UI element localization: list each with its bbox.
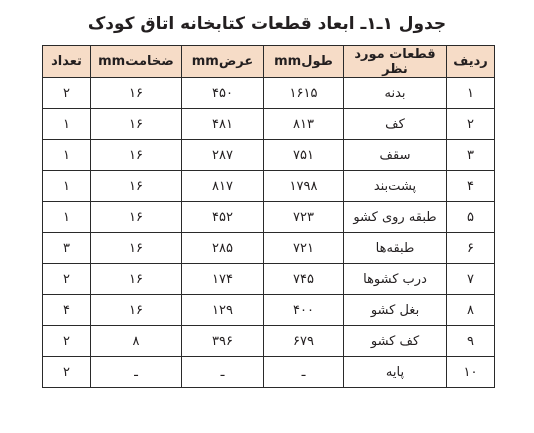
cell-count: ۳ xyxy=(43,233,91,264)
table-header-row xyxy=(43,46,495,78)
cell-count: ۱ xyxy=(43,109,91,140)
table-row xyxy=(43,295,495,326)
cell-row-number: ۱ xyxy=(447,78,495,109)
cell-part-name: بغل کشو xyxy=(344,295,447,326)
cell-width: ۱۷۴ xyxy=(182,264,264,295)
cell-count: ۲ xyxy=(43,357,91,388)
cell-count: ۲ xyxy=(43,264,91,295)
table-row xyxy=(43,326,495,357)
header-width: عرضmm xyxy=(182,46,264,78)
cell-length: ۸۱۳ xyxy=(264,109,344,140)
cell-count: ۱ xyxy=(43,140,91,171)
cell-row-number: ۲ xyxy=(447,109,495,140)
cell-width: ۴۵۲ xyxy=(182,202,264,233)
cell-count: ۱ xyxy=(43,171,91,202)
cell-thickness: ۸ xyxy=(91,326,182,357)
table-row xyxy=(43,78,495,109)
cell-length: ۱۷۹۸ xyxy=(264,171,344,202)
cell-width: ۴۸۱ xyxy=(182,109,264,140)
cell-length: ۷۴۵ xyxy=(264,264,344,295)
cell-row-number: ۷ xyxy=(447,264,495,295)
cell-row-number: ۶ xyxy=(447,233,495,264)
header-thickness: ضخامتmm xyxy=(91,46,182,78)
cell-width: ۲۸۵ xyxy=(182,233,264,264)
cell-part-name: درب کشوها xyxy=(344,264,447,295)
table-row xyxy=(43,171,495,202)
cell-part-name: بدنه xyxy=(344,78,447,109)
cell-length: ۷۵۱ xyxy=(264,140,344,171)
cell-part-name: کف xyxy=(344,109,447,140)
cell-part-name: طبقه‌ها xyxy=(344,233,447,264)
cell-count: ۲ xyxy=(43,326,91,357)
cell-part-name: کف کشو xyxy=(344,326,447,357)
header-length: طولmm xyxy=(264,46,344,78)
cell-row-number: ۸ xyxy=(447,295,495,326)
cell-width: ۴۵۰ xyxy=(182,78,264,109)
cell-width: ۱۲۹ xyxy=(182,295,264,326)
header-row-number: ردیف xyxy=(447,46,495,78)
header-part-name: قطعات مورد نظر xyxy=(344,46,447,78)
cell-part-name: پشت‌بند xyxy=(344,171,447,202)
cell-row-number: ۹ xyxy=(447,326,495,357)
cell-thickness: ۱۶ xyxy=(91,202,182,233)
cell-length: ـ xyxy=(264,357,344,388)
cell-width: ۳۹۶ xyxy=(182,326,264,357)
cell-row-number: ۴ xyxy=(447,171,495,202)
cell-length: ۶۷۹ xyxy=(264,326,344,357)
cell-part-name: سقف xyxy=(344,140,447,171)
cell-count: ۲ xyxy=(43,78,91,109)
cell-thickness: ۱۶ xyxy=(91,171,182,202)
table-row xyxy=(43,202,495,233)
cell-thickness: ۱۶ xyxy=(91,264,182,295)
cell-count: ۱ xyxy=(43,202,91,233)
cell-part-name: پایه xyxy=(344,357,447,388)
cell-thickness: ۱۶ xyxy=(91,140,182,171)
cell-row-number: ۳ xyxy=(447,140,495,171)
cell-thickness: ـ xyxy=(91,357,182,388)
cell-length: ۴۰۰ xyxy=(264,295,344,326)
cell-thickness: ۱۶ xyxy=(91,78,182,109)
table-title: جدول ۱ـ۱ـ ابعاد قطعات کتابخانه اتاق کودک xyxy=(87,14,447,34)
table-row xyxy=(43,140,495,171)
cell-width: ۲۸۷ xyxy=(182,140,264,171)
cell-count: ۴ xyxy=(43,295,91,326)
cell-part-name: طبقه روی کشو xyxy=(344,202,447,233)
cell-length: ۷۲۳ xyxy=(264,202,344,233)
cell-row-number: ۵ xyxy=(447,202,495,233)
cell-row-number: ۱۰ xyxy=(447,357,495,388)
parts-dimension-table xyxy=(42,45,495,388)
cell-width: ـ xyxy=(182,357,264,388)
cell-thickness: ۱۶ xyxy=(91,233,182,264)
table-row xyxy=(43,233,495,264)
table-row xyxy=(43,357,495,388)
table-row xyxy=(43,109,495,140)
cell-width: ۸۱۷ xyxy=(182,171,264,202)
cell-length: ۷۲۱ xyxy=(264,233,344,264)
cell-thickness: ۱۶ xyxy=(91,109,182,140)
cell-thickness: ۱۶ xyxy=(91,295,182,326)
table-row xyxy=(43,264,495,295)
cell-length: ۱۶۱۵ xyxy=(264,78,344,109)
header-count: تعداد xyxy=(43,46,91,78)
